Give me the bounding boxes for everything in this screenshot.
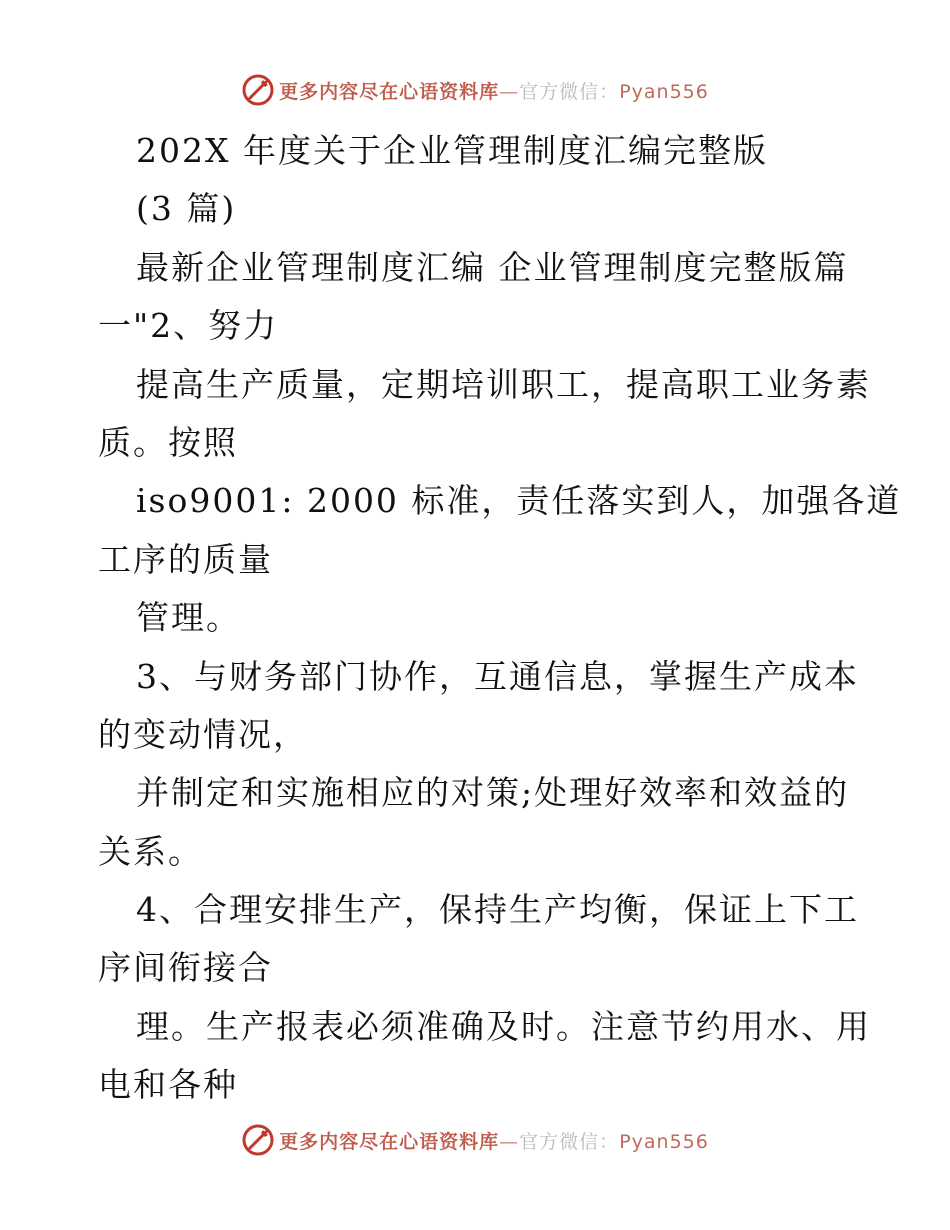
text-line: 电和各种	[98, 1065, 238, 1105]
header-banner	[0, 70, 950, 110]
text-line: 序间衔接合	[98, 948, 273, 988]
footer-banner	[0, 1120, 950, 1160]
text-line: iso9001: 2000 标准，责任落实到人，加强各道	[136, 481, 902, 521]
text-line: 关系。	[98, 831, 203, 871]
text-line: 的变动情况，	[98, 714, 308, 754]
banner-text	[279, 1127, 709, 1154]
text-line: 202X 年度关于企业管理制度汇编完整版	[136, 131, 768, 170]
banner-handle: Pyan556	[619, 1130, 709, 1153]
text-line: 理。生产报表必须准确及时。注意节约用水、用	[136, 1006, 871, 1046]
banner-brand: 更多内容尽在心语资料库	[279, 80, 500, 103]
banner-brand: 更多内容尽在心语资料库	[279, 1130, 500, 1153]
text-line: (3 篇)	[136, 189, 237, 229]
banner-dash: —	[499, 1130, 520, 1153]
pen-logo-icon	[241, 73, 275, 107]
document-body	[98, 122, 902, 1115]
text-line: 管理。	[136, 598, 241, 638]
text-line: 质。按照	[98, 422, 238, 462]
text-line: 最新企业管理制度汇编 企业管理制度完整版篇	[136, 247, 849, 287]
text-line: 提高生产质量，定期培训职工，提高职工业务素	[136, 364, 871, 404]
text-line: 3、与财务部门协作，互通信息，掌握生产成本	[136, 656, 859, 696]
text-line: 并制定和实施相应的对策;处理好效率和效益的	[136, 773, 850, 813]
banner-wechat-label: 官方微信：	[519, 1130, 620, 1153]
pen-logo-icon	[241, 1123, 275, 1157]
banner-wechat-label: 官方微信：	[519, 80, 620, 103]
banner-dash: —	[499, 80, 520, 103]
banner-text	[279, 77, 709, 104]
banner-handle: Pyan556	[619, 80, 709, 103]
text-line: 一"2、努力	[98, 306, 279, 346]
text-line: 4、合理安排生产，保持生产均衡，保证上下工	[136, 890, 859, 930]
text-line: 工序的质量	[98, 539, 273, 579]
